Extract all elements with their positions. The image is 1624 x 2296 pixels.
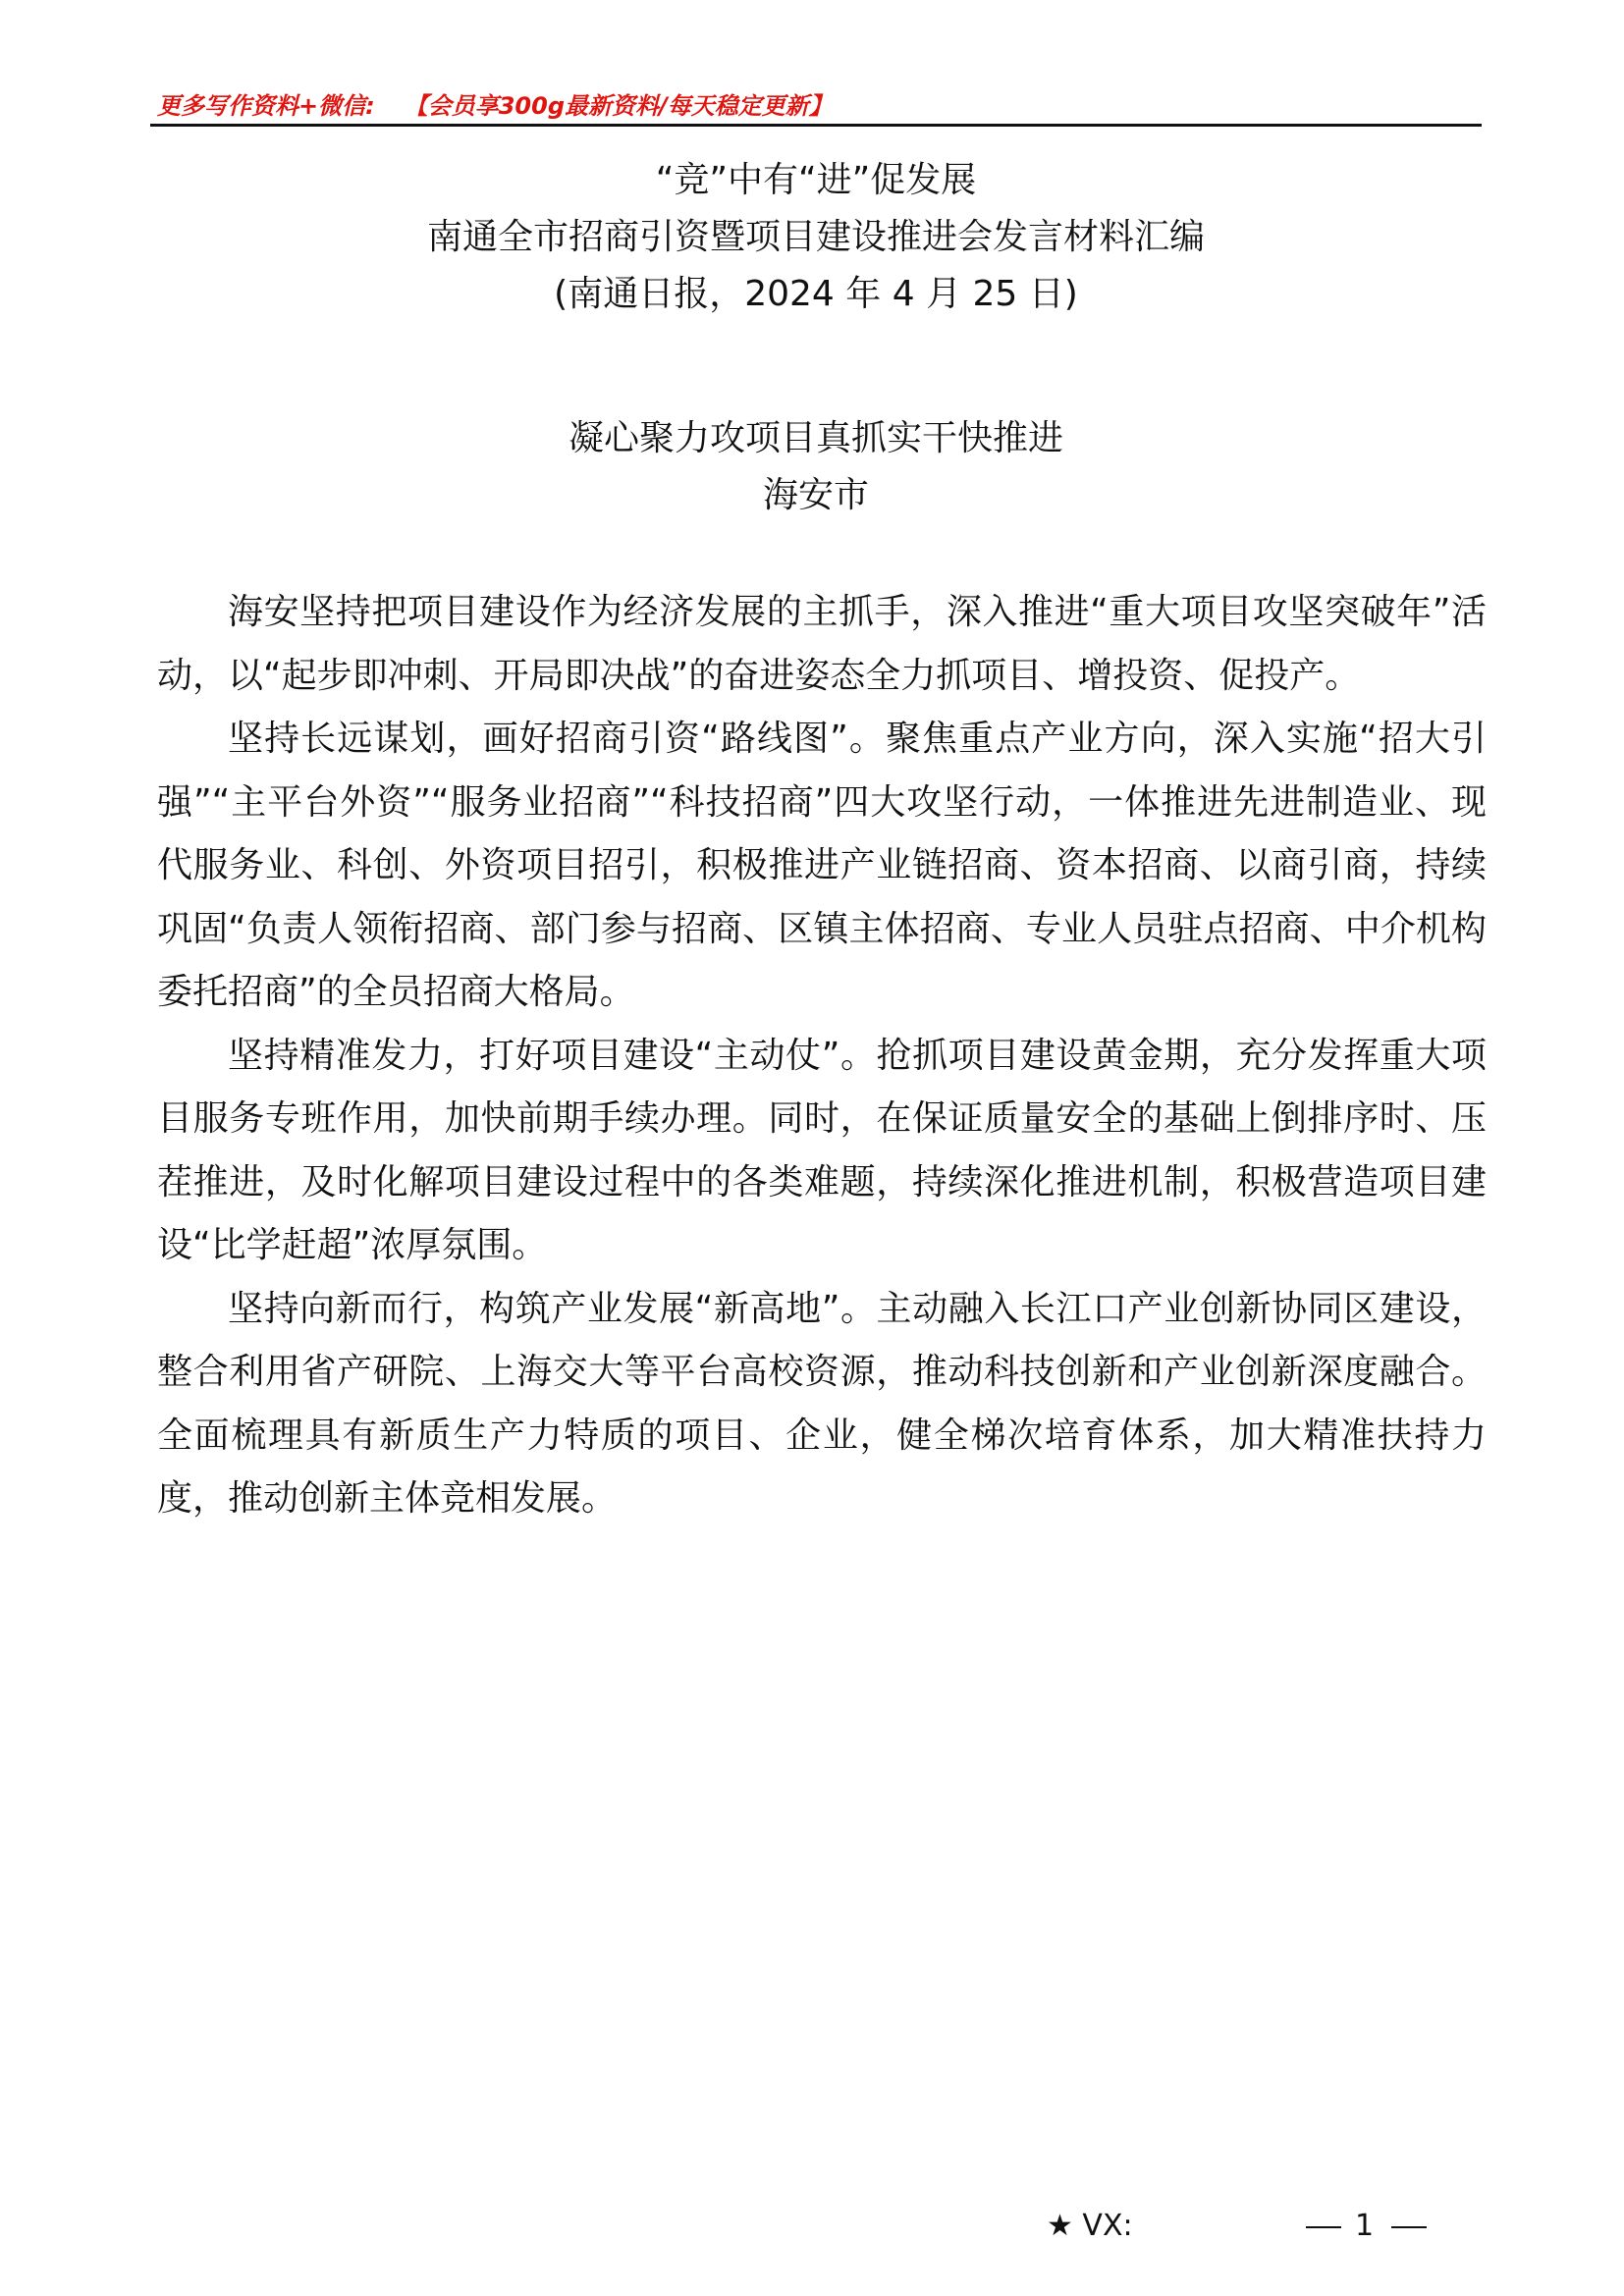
header-right-text: 【会员享300g最新资料/每天稳定更新】 xyxy=(404,92,833,120)
article-paragraph: 坚持长远谋划，画好招商引资“路线图”。聚焦重点产业方向，深入实施“招大引强”“主平台外资”“服务业招商”“科技招商”四大攻坚行动，一体推进先进制造业、现代服务业、科创、外资项目招引，积极推进产业链招商、资本招商、以商引商，持续巩固“负责人领衔招商、部门参与招商、区镇主体招商、专业人员驻点招商、中介机构委托招商”的全员招商大格局。 xyxy=(157,719,1487,1012)
article-author: 海安市 xyxy=(762,475,869,515)
page-number-value: 1 xyxy=(1355,2209,1379,2243)
header-divider xyxy=(150,124,1482,127)
title-line-3: (南通日报，2024 年 4 月 25 日) xyxy=(554,274,1078,314)
article-body xyxy=(157,581,1487,1531)
article-paragraph: 坚持向新而行，构筑产业发展“新高地”。主动融入长江口产业创新协同区建设，整合利用省产研院、上海交大等平台高校资源，推动科技创新和产业创新深度融合。全面梳理具有新质生产力特质的项目、企业，健全梯次培育体系，加大精准扶持力度，推动创新主体竞相发展。 xyxy=(157,1288,1487,1519)
page-number xyxy=(1292,2209,1440,2243)
article-heading: 凝心聚力攻项目真抓实干快推进 xyxy=(568,418,1063,458)
document-title-block xyxy=(150,157,1482,318)
article-paragraph: 坚持精准发力，打好项目建设“主动仗”。抢抓项目建设黄金期，充分发挥重大项目服务专班作用，加快前期手续办理。同时，在保证质量安全的基础上倒排序时、压茬推进，及时化解项目建设过程中的各类难题，持续深化推进机制，积极营造项目建设“比学赶超”浓厚氛围。 xyxy=(157,1035,1487,1265)
title-line-1: “竞”中有“进”促发展 xyxy=(655,160,977,200)
article-paragraph: 海安坚持把项目建设作为经济发展的主抓手，深入推进“重大项目攻坚突破年”活动，以“起步即冲刺、开局即决战”的奋进姿态全力抓项目、增投资、促投产。 xyxy=(157,592,1487,696)
header-banner xyxy=(157,86,833,121)
page-dash-left xyxy=(1306,2226,1341,2228)
title-line-2: 南通全市招商引资暨项目建设推进会发言材料汇编 xyxy=(426,217,1205,257)
header-left-text: 更多写作资料+微信: xyxy=(157,92,375,120)
page-dash-right xyxy=(1391,2226,1427,2228)
article-heading-block xyxy=(150,415,1482,519)
footer-vx-label: ★ VX: xyxy=(1047,2209,1133,2243)
